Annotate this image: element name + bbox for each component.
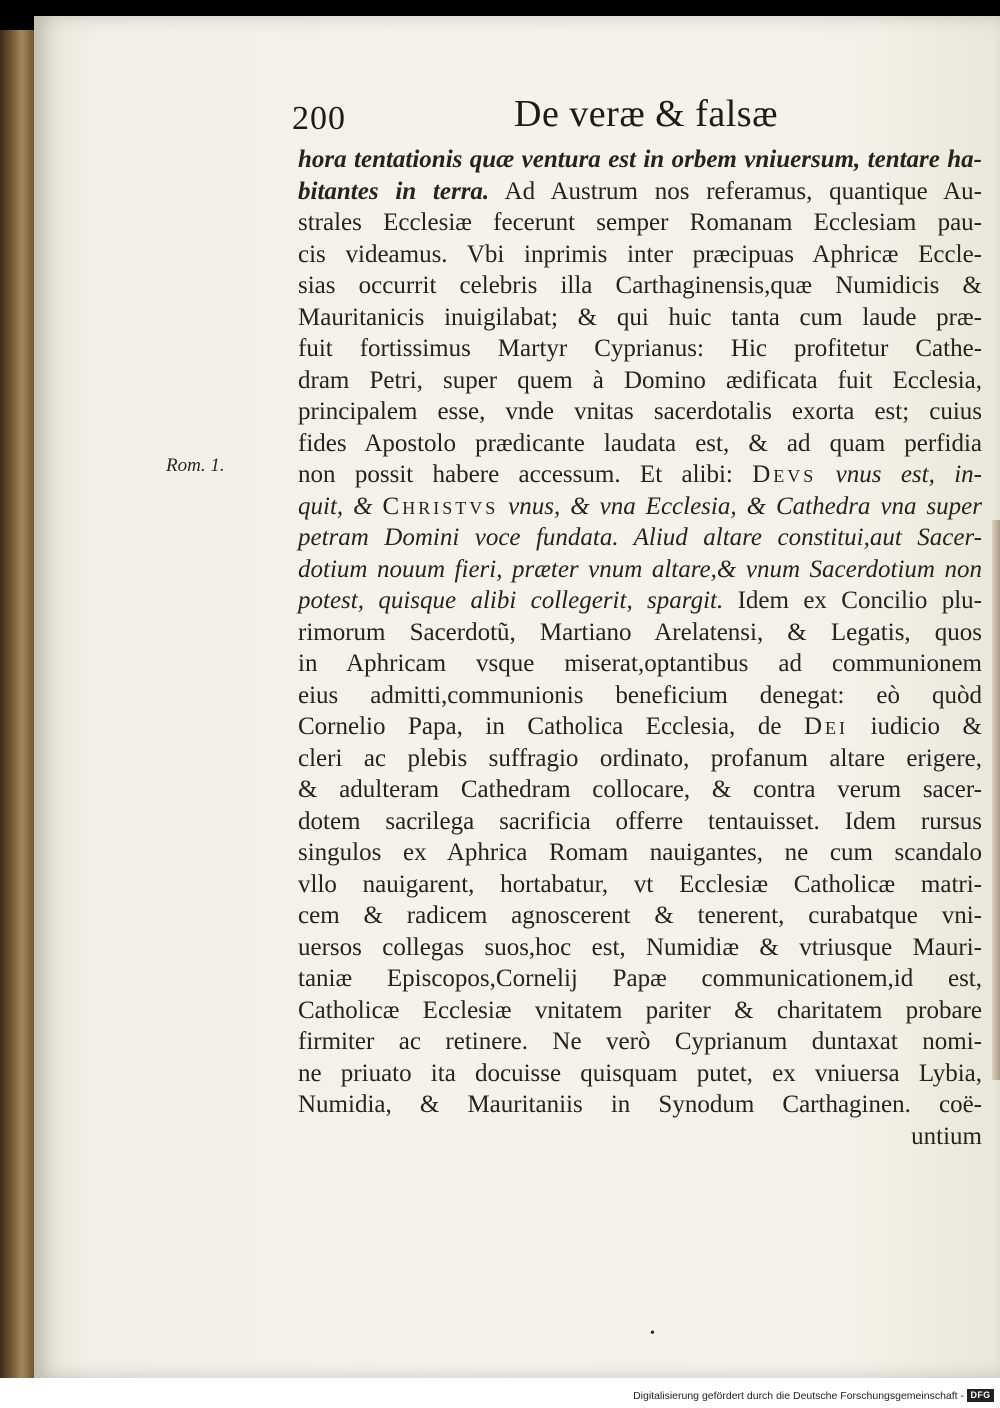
text-segment: cis videamus. Vbi inprimis inter præcipuas Aphricæ Eccle- [298, 240, 982, 268]
text-segment: vnus est, in- [816, 461, 982, 488]
text-line [298, 995, 982, 1027]
text-segment: in Aphricam vsque miserat,optantibus ad communionem [298, 650, 982, 677]
text-segment: dotium nouum fieri, præter vnum altare,& vnum Sacerdotium non [298, 555, 982, 583]
text-line [298, 333, 982, 365]
text-segment: Mauritanicis inuigilabat; & qui huic tanta cum laude præ- [298, 303, 982, 331]
footer-mark: • [650, 1326, 655, 1341]
text-line [298, 144, 982, 176]
text-segment: hora tentationis quæ ventura est in orbem vniuersum, tentare ha- [298, 146, 982, 173]
dfg-logo: DFG [967, 1389, 994, 1402]
marginal-note: Rom. 1. [166, 455, 225, 476]
text-segment: sias occurrit celebris illa Carthaginensis,quæ Numidicis & [298, 272, 982, 299]
text-segment: Idem ex Concilio plu- [723, 587, 982, 614]
text-line [298, 239, 982, 271]
text-segment: potest, quisque alibi collegerit, spargit. [298, 587, 724, 614]
text-segment: uersos collegas suos,hoc est, Numidiæ & vtriusque Mauri- [298, 933, 982, 961]
text-segment: principalem esse, vnde vnitas sacerdotalis exorta est; cuius [298, 398, 982, 425]
text-line [298, 774, 982, 806]
body-text [298, 144, 982, 1152]
text-line [298, 428, 982, 460]
text-segment: Cornelio Papa, in Catholica Ecclesia, de [298, 713, 804, 740]
text-line [298, 1121, 982, 1153]
text-segment: dotem sacrilega sacrificia offerre tentauisset. Idem rursus [298, 807, 982, 835]
page-fore-edge [992, 520, 1000, 1080]
text-line [298, 176, 982, 208]
text-segment: eius admitti,communionis beneficium denegat: eò quòd [298, 681, 982, 709]
text-line [298, 963, 982, 995]
text-line [298, 1026, 982, 1058]
digitization-credit: Digitalisierung gefördert durch die Deutsche Forschungsgemeinschaft - [633, 1390, 964, 1402]
text-line [298, 585, 982, 617]
text-segment: singulos ex Aphrica Romam nauigantes, ne cum scandalo [298, 839, 982, 866]
page-number: 200 [292, 100, 346, 137]
text-segment: Numidia, & Mauritaniis in Synodum Carthaginen. coë- [298, 1091, 982, 1118]
text-line [298, 459, 982, 491]
text-line [298, 396, 982, 428]
running-title: De veræ & falsæ [514, 93, 778, 135]
text-line [298, 522, 982, 554]
text-line [298, 365, 982, 397]
text-line [298, 207, 982, 239]
text-segment: dram Petri, super quem à Domino ædificata fuit Ecclesia, [298, 366, 982, 394]
text-line [298, 648, 982, 680]
running-head [292, 92, 982, 142]
text-line [298, 270, 982, 302]
text-segment: bitantes in terra. [298, 177, 490, 205]
text-segment: Dei [803, 713, 849, 740]
text-segment: fuit fortissimus Martyr Cyprianus: Hic profitetur Cathe- [298, 335, 982, 362]
text-segment: strales Ecclesiæ fecerunt semper Romanam Ecclesiam pau- [298, 209, 982, 236]
text-segment: & adulteram Cathedram collocare, & contra verum sacer- [298, 776, 982, 803]
text-segment: petram Domini voce fundata. Aliud altare constitui,aut Sacer- [298, 524, 982, 551]
text-segment: cleri ac plebis suffragio ordinato, profanum altare erigere, [298, 744, 982, 772]
text-segment: Christvs [382, 492, 499, 520]
text-line [298, 1058, 982, 1090]
text-line [298, 491, 982, 523]
text-segment: non possit habere accessum. Et alibi: [298, 461, 753, 488]
text-line [298, 900, 982, 932]
text-segment: vllo nauigarent, hortabatur, vt Ecclesiæ Catholicæ matri- [298, 870, 982, 898]
text-line [298, 1089, 982, 1121]
text-line [298, 743, 982, 775]
text-segment: Devs [752, 461, 817, 488]
text-segment: untium [911, 1122, 982, 1150]
text-segment: rimorum Sacerdotũ, Martiano Arelatensi, & Legatis, quos [298, 618, 982, 646]
text-line [298, 837, 982, 869]
book-spine-edge [0, 30, 36, 1380]
text-segment: ne priuato ita docuisse quisquam putet, ex vniuersa Lybia, [298, 1059, 982, 1087]
text-line [298, 617, 982, 649]
text-line [298, 932, 982, 964]
text-line [298, 554, 982, 586]
text-line [298, 806, 982, 838]
text-segment: Ad Austrum nos referamus, quantique Au- [489, 177, 982, 205]
text-line [298, 680, 982, 712]
text-line [298, 711, 982, 743]
text-segment: Catholicæ Ecclesiæ vnitatem pariter & charitatem probare [298, 996, 982, 1024]
text-segment: firmiter ac retinere. Ne verò Cyprianum duntaxat nomi- [298, 1028, 982, 1055]
text-segment: cem & radicem agnoscerent & tenerent, curabatque vni- [298, 902, 982, 929]
text-segment: iudicio & [848, 713, 983, 740]
text-segment: quit, & [298, 492, 383, 520]
text-line [298, 869, 982, 901]
text-segment: fides Apostolo prædicante laudata est, & ad quam perfidia [298, 429, 982, 457]
text-segment: vnus, & vna Ecclesia, & Cathedra vna super [498, 492, 982, 520]
text-line [298, 302, 982, 334]
text-segment: taniæ Episcopos,Cornelij Papæ communicationem,id est, [298, 965, 982, 992]
